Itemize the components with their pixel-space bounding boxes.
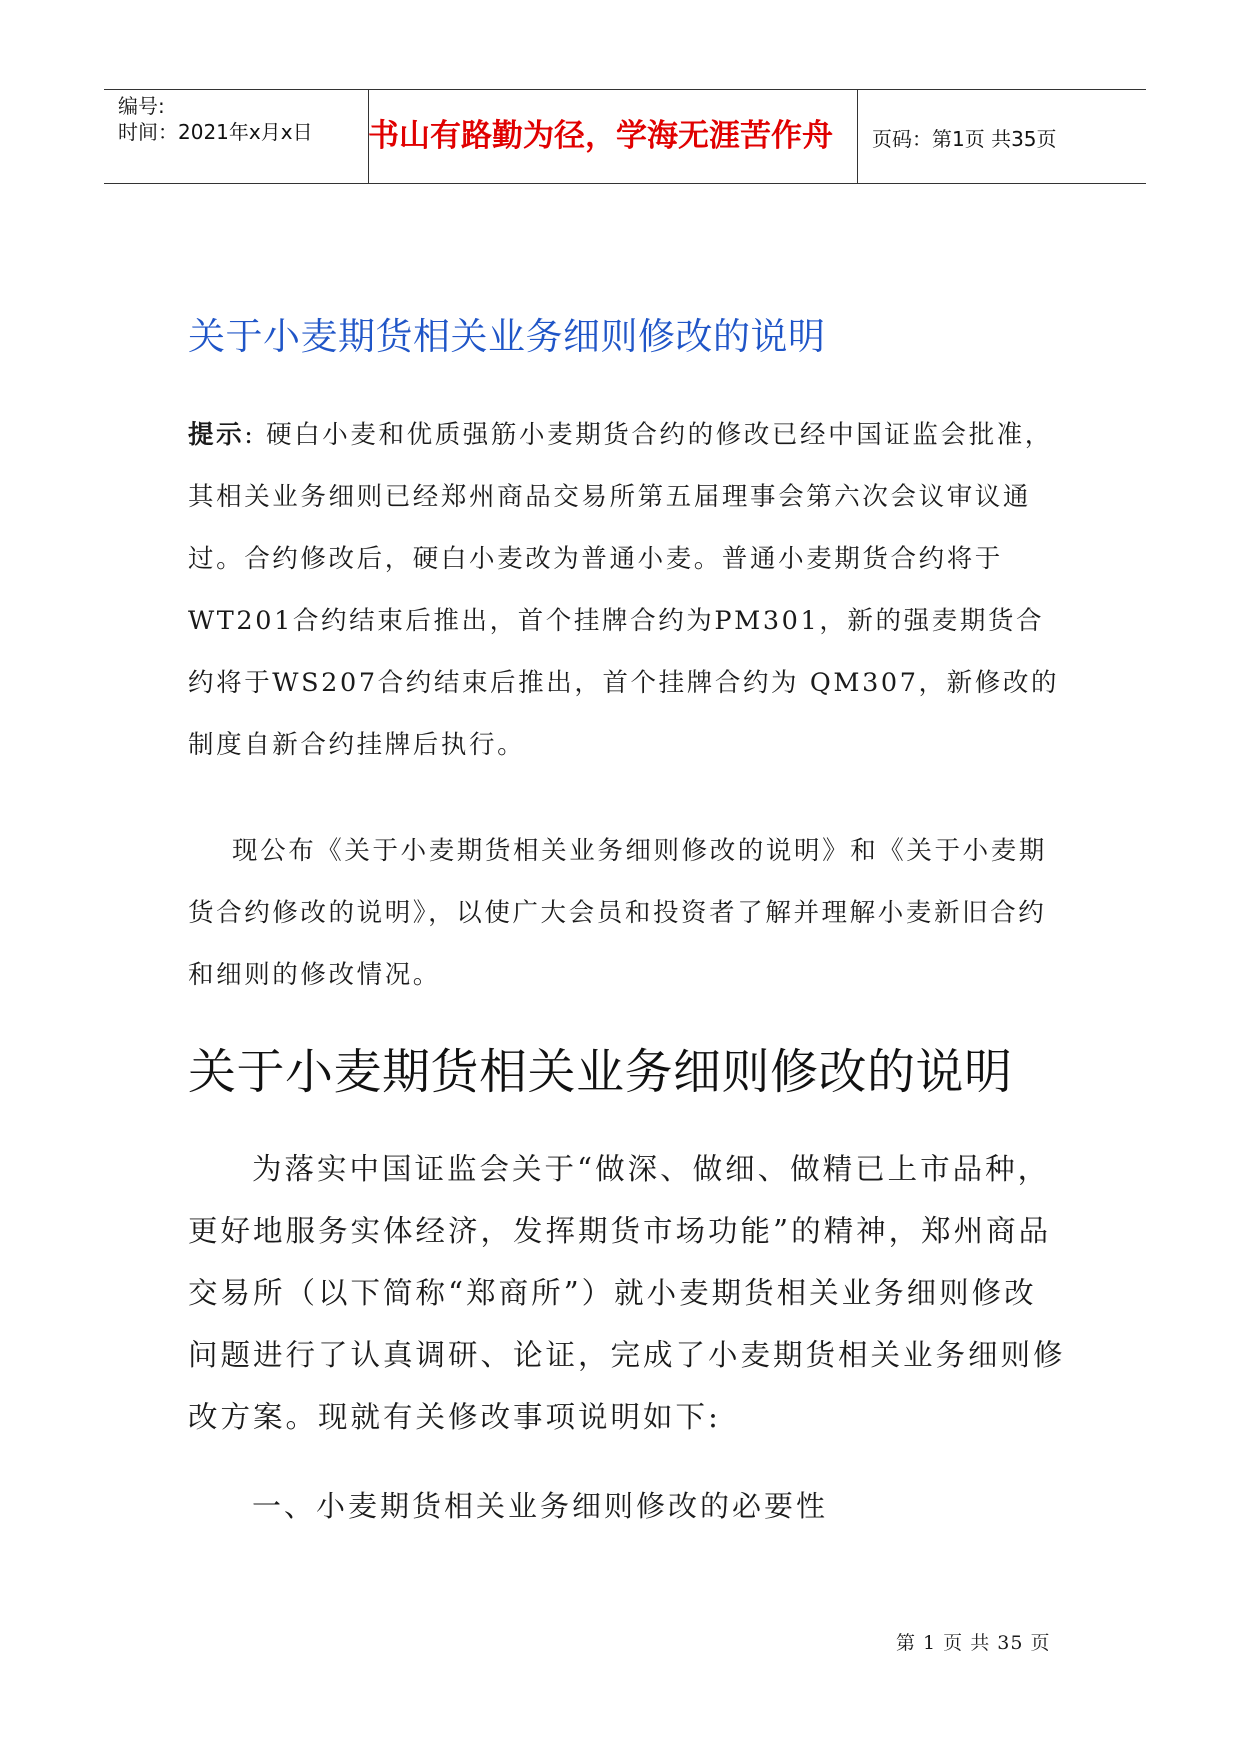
announcement-paragraph [188,820,1068,1006]
page-footer: 第 1 页 共 35 页 [896,1632,1051,1654]
notice-text: : 硬白小麦和优质强筋小麦期货合约的修改已经中国证监会批准，其相关业务细则已经郑州商品交易所第五届理事会第六次会议审议通过。合约修改后，硬白小麦改为普通小麦。普通小麦期货合约将于WT201合约结束后推出，首个挂牌合约为PM301，新的强麦期货合约将于WS207合约结束后推出，首个挂牌合约为 QM307，新修改的制度自新合约挂牌后执行。 [188,420,1060,760]
announcement-text: 现公布《关于小麦期货相关业务细则修改的说明》和《关于小麦期货合约修改的说明》，以使广大会员和投资者了解并理解小麦新旧合约和细则的修改情况。 [188,836,1047,990]
header-serial-label: 编号: [118,94,165,118]
document-title: 关于小麦期货相关业务细则修改的说明 [188,315,826,358]
intro-text: 为落实中国证监会关于“做深、做细、做精已上市品种，更好地服务实体经济，发挥期货市场功能”的精神，郑州商品交易所（以下简称“郑商所”）就小麦期货相关业务细则修改问题进行了认真调研、论证，完成了小麦期货相关业务细则修改方案。现就有关修改事项说明如下: [188,1152,1066,1434]
header-page-label: 页码：第1页 共35页 [872,127,1057,151]
header-bottom-rule [104,183,1146,184]
header-motto: 书山有路勤为径，学海无涯苦作舟 [368,118,833,154]
header-top-rule [104,89,1146,90]
notice-paragraph [188,404,1068,776]
header-time-label: 时间：2021年x月x日 [118,120,313,144]
notice-label: 提示 [188,420,245,450]
section-heading-1: 一、小麦期货相关业务细则修改的必要性 [252,1489,829,1523]
intro-paragraph [188,1138,1068,1448]
main-heading: 关于小麦期货相关业务细则修改的说明 [188,1044,1013,1100]
